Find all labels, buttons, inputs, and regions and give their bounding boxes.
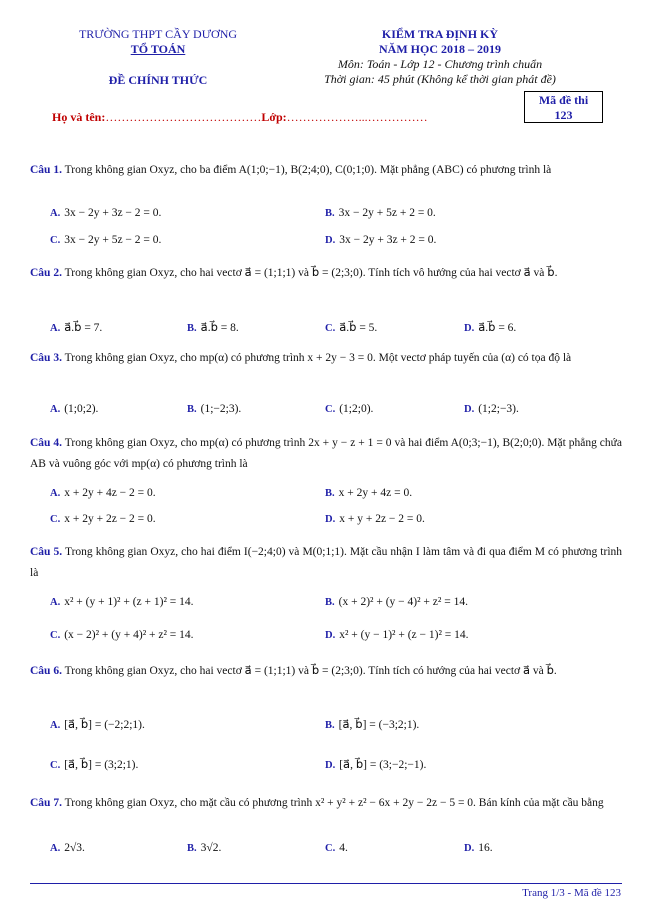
student-info-line bbox=[52, 110, 428, 125]
option-b[interactable] bbox=[325, 717, 419, 731]
option-label: D. bbox=[464, 323, 475, 334]
question-7 bbox=[30, 793, 622, 814]
option-c[interactable] bbox=[325, 842, 348, 854]
option-text: x + 2y + 4z = 0. bbox=[338, 487, 413, 499]
option-label: B. bbox=[187, 843, 197, 854]
exam-code-label: Mã đề thi bbox=[538, 93, 589, 107]
option-label: C. bbox=[325, 323, 336, 334]
option-label: C. bbox=[325, 843, 336, 854]
page-footer: Trang 1/3 - Mã đề 123 bbox=[522, 887, 621, 899]
question-label: Câu 1. bbox=[30, 164, 62, 176]
option-text: a⃗.b⃗ = 7. bbox=[64, 322, 103, 334]
option-b[interactable] bbox=[325, 596, 468, 608]
option-label: D. bbox=[325, 514, 336, 525]
option-c[interactable] bbox=[50, 234, 161, 246]
option-label: D. bbox=[464, 843, 475, 854]
question-label: Câu 2. bbox=[30, 267, 62, 279]
option-text: (x − 2)² + (y + 4)² + z² = 14. bbox=[64, 629, 194, 641]
question-label: Câu 7. bbox=[30, 797, 62, 809]
option-b[interactable] bbox=[187, 403, 241, 415]
option-c[interactable] bbox=[325, 403, 373, 415]
option-text: 3x − 2y + 3z − 2 = 0. bbox=[64, 207, 162, 219]
question-4 bbox=[30, 433, 622, 475]
option-d[interactable] bbox=[464, 320, 516, 334]
option-text: x² + (y − 1)² + (z − 1)² = 14. bbox=[339, 629, 469, 641]
question-3 bbox=[30, 348, 622, 369]
option-label: D. bbox=[325, 760, 336, 771]
option-text: [a⃗, b⃗] = (−3;2;1). bbox=[338, 719, 420, 731]
class-label: Lớp: bbox=[261, 110, 287, 124]
option-label: B. bbox=[187, 323, 197, 334]
option-d[interactable] bbox=[464, 403, 519, 415]
exam-title: KIỂM TRA ĐỊNH KỲ bbox=[381, 27, 499, 41]
subject-line: Môn: Toán - Lớp 12 - Chương trình chuẩn bbox=[337, 57, 543, 71]
option-text: a⃗.b⃗ = 8. bbox=[200, 322, 239, 334]
option-c[interactable] bbox=[50, 513, 156, 525]
option-label: A. bbox=[50, 488, 61, 499]
question-label: Câu 3. bbox=[30, 352, 62, 364]
option-label: A. bbox=[50, 208, 61, 219]
option-label: C. bbox=[50, 235, 61, 246]
option-label: A. bbox=[50, 597, 61, 608]
question-label: Câu 4. bbox=[30, 437, 63, 449]
option-text: a⃗.b⃗ = 6. bbox=[478, 322, 517, 334]
option-text: (1;2;−3). bbox=[478, 403, 519, 415]
option-d[interactable] bbox=[325, 757, 426, 771]
question-text: Trong không gian Oxyz, cho hai điểm I(−2;4;0) và M(0;1;1). Mặt cầu nhận I làm tâm và đi qua điểm M có phương trình là bbox=[30, 546, 623, 579]
footer-divider bbox=[30, 883, 622, 884]
option-b[interactable] bbox=[187, 842, 221, 854]
option-text: x² + (y + 1)² + (z + 1)² = 14. bbox=[64, 596, 194, 608]
option-label: A. bbox=[50, 843, 61, 854]
question-text: Trong không gian Oxyz, cho mặt cầu có phương trình x² + y² + z² − 6x + 2y − 2z − 5 = 0. Bán kính của mặt cầu bằng bbox=[64, 797, 604, 809]
question-text: Trong không gian Oxyz, cho mp(α) có phương trình x + 2y − 3 = 0. Một vectơ pháp tuyến của (α) có tọa độ là bbox=[64, 352, 572, 364]
question-6 bbox=[30, 661, 622, 682]
option-label: D. bbox=[325, 235, 336, 246]
question-text: Trong không gian Oxyz, cho ba điểm A(1;0;−1), B(2;4;0), C(0;1;0). Mặt phẳng (ABC) có phương trình là bbox=[64, 164, 552, 176]
option-label: C. bbox=[50, 630, 61, 641]
option-text: 3x − 2y + 3z + 2 = 0. bbox=[339, 234, 437, 246]
option-a[interactable] bbox=[50, 403, 98, 415]
option-label: A. bbox=[50, 323, 61, 334]
option-text: (1;−2;3). bbox=[200, 403, 242, 415]
option-b[interactable] bbox=[325, 487, 412, 499]
option-label: B. bbox=[187, 404, 197, 415]
question-text: Trong không gian Oxyz, cho mp(α) có phương trình 2x + y − z + 1 = 0 và hai điểm A(0;3;−1), B(2;0;0). Mặt phẳng chứa AB và vuông góc với mp(α) có phương trình là bbox=[30, 437, 623, 470]
department-name: TỔ TOÁN bbox=[130, 42, 186, 56]
option-text: x + 2y + 2z − 2 = 0. bbox=[64, 513, 156, 525]
question-1 bbox=[30, 160, 622, 181]
question-text: Trong không gian Oxyz, cho hai vectơ a⃗ = (1;1;1) và b⃗ = (2;3;0). Tính tích có hướng của hai vectơ a⃗ và b⃗. bbox=[64, 665, 557, 677]
option-c[interactable] bbox=[325, 320, 377, 334]
option-c[interactable] bbox=[50, 757, 138, 771]
option-label: D. bbox=[464, 404, 475, 415]
option-d[interactable] bbox=[464, 842, 493, 854]
option-b[interactable] bbox=[325, 207, 436, 219]
option-text: (1;2;0). bbox=[339, 403, 374, 415]
exam-code-value: 123 bbox=[554, 108, 573, 122]
option-a[interactable] bbox=[50, 487, 156, 499]
option-label: B. bbox=[325, 720, 335, 731]
official-label: ĐỀ CHÍNH THỨC bbox=[108, 73, 208, 87]
question-text: Trong không gian Oxyz, cho hai vectơ a⃗ = (1;1;1) và b⃗ = (2;3;0). Tính tích vô hướng của hai vectơ a⃗ và b⃗. bbox=[64, 267, 558, 279]
name-dots: ………………………………… bbox=[105, 110, 262, 124]
option-d[interactable] bbox=[325, 234, 436, 246]
option-label: B. bbox=[325, 597, 335, 608]
school-name: TRƯỜNG THPT CẦY DƯƠNG bbox=[78, 27, 238, 41]
option-label: A. bbox=[50, 404, 61, 415]
question-5 bbox=[30, 542, 622, 584]
exam-code-box bbox=[524, 91, 603, 123]
option-a[interactable] bbox=[50, 320, 102, 334]
option-text: 16. bbox=[478, 842, 493, 854]
option-d[interactable] bbox=[325, 513, 425, 525]
option-text: a⃗.b⃗ = 5. bbox=[339, 322, 378, 334]
option-a[interactable] bbox=[50, 842, 85, 854]
option-text: 3√2. bbox=[200, 842, 222, 854]
option-text: 3x − 2y + 5z − 2 = 0. bbox=[64, 234, 162, 246]
option-text: 3x − 2y + 5z + 2 = 0. bbox=[338, 207, 436, 219]
option-text: 4. bbox=[339, 842, 348, 854]
option-text: [a⃗, b⃗] = (−2;2;1). bbox=[64, 719, 145, 731]
option-label: C. bbox=[50, 760, 61, 771]
class-dots: ………………...…………… bbox=[286, 110, 428, 124]
time-line: Thời gian: 45 phút (Không kể thời gian phát đề) bbox=[324, 72, 556, 86]
option-label: C. bbox=[50, 514, 61, 525]
option-c[interactable] bbox=[50, 629, 194, 641]
option-text: 2√3. bbox=[64, 842, 85, 854]
option-a[interactable] bbox=[50, 207, 161, 219]
option-d[interactable] bbox=[325, 629, 469, 641]
option-text: (1;0;2). bbox=[64, 403, 99, 415]
option-b[interactable] bbox=[187, 320, 239, 334]
option-label: D. bbox=[325, 630, 336, 641]
question-2 bbox=[30, 263, 622, 284]
option-a[interactable] bbox=[50, 596, 194, 608]
option-text: [a⃗, b⃗] = (3;−2;−1). bbox=[339, 759, 427, 771]
question-label: Câu 5. bbox=[30, 546, 63, 558]
option-label: B. bbox=[325, 488, 335, 499]
name-label: Họ và tên: bbox=[52, 110, 106, 124]
option-a[interactable] bbox=[50, 717, 145, 731]
option-text: (x + 2)² + (y − 4)² + z² = 14. bbox=[338, 596, 468, 608]
option-text: [a⃗, b⃗] = (3;2;1). bbox=[64, 759, 139, 771]
school-year: NĂM HỌC 2018 – 2019 bbox=[379, 42, 501, 56]
option-label: A. bbox=[50, 720, 61, 731]
option-label: B. bbox=[325, 208, 335, 219]
option-text: x + y + 2z − 2 = 0. bbox=[339, 513, 425, 525]
option-label: C. bbox=[325, 404, 336, 415]
option-text: x + 2y + 4z − 2 = 0. bbox=[64, 487, 156, 499]
question-label: Câu 6. bbox=[30, 665, 62, 677]
